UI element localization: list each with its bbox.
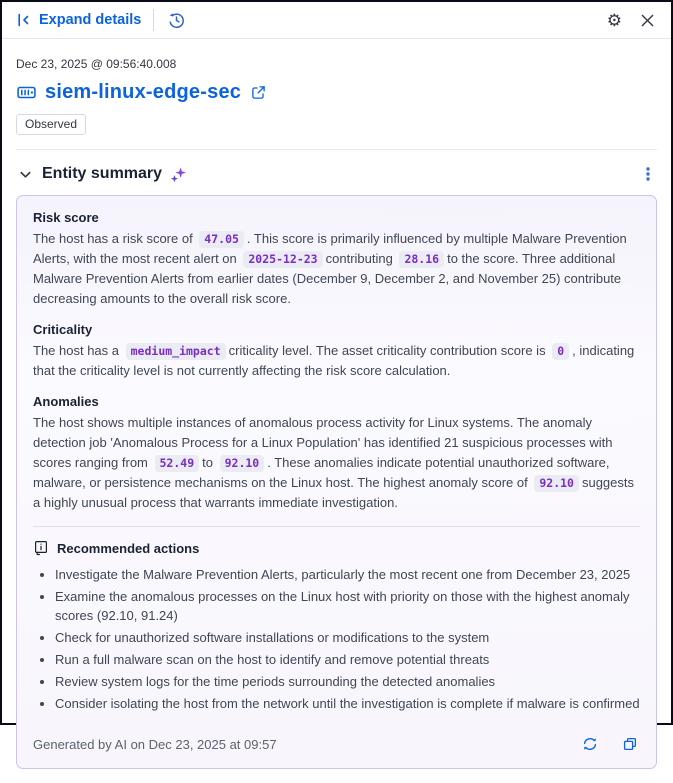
inline-code-value: 92.10	[534, 475, 579, 492]
criticality-paragraph: The host has a medium_impact criticality level. The asset criticality contribution score is 0 , indicating that the criticality level is not currently affecting the risk score calculation.	[33, 343, 635, 378]
recommended-actions-list	[37, 565, 640, 713]
copy-icon	[622, 736, 638, 752]
recommended-action-item: • Consider isolating the host from the network until the investigation is complete if malware is confirmed	[55, 694, 640, 713]
summary-menu-button[interactable]	[639, 164, 657, 184]
panel-divider	[33, 526, 640, 527]
recommended-action-item: • Examine the anomalous processes on the Linux host with priority on those with the highest anomaly scores (92.10, 91.24)	[55, 587, 640, 625]
refresh-icon	[582, 736, 598, 752]
recommended-action-item: • Check for unauthorized software installations or modifications to the system	[55, 628, 640, 647]
sparkles-icon	[169, 165, 188, 184]
ai-summary-panel	[16, 195, 657, 769]
entity-name-link[interactable]: siem-linux-edge-sec	[45, 81, 242, 103]
expand-details-button[interactable]	[16, 12, 141, 28]
history-icon	[168, 12, 185, 29]
inline-code-value: 52.49	[155, 455, 200, 472]
inline-code-value: 0	[552, 343, 569, 360]
observed-badge: Observed	[16, 114, 86, 135]
expand-details-label: Expand details	[39, 12, 142, 28]
copy-button[interactable]	[620, 734, 640, 754]
inline-code-value: 2025-12-23	[243, 251, 322, 268]
vertical-dots-icon	[641, 166, 655, 182]
recommended-action-item: • Investigate the Malware Prevention Alerts, particularly the most recent one from December 23, 2025	[55, 565, 640, 584]
popout-icon	[251, 85, 266, 100]
generated-by-text: Generated by AI on Dec 23, 2025 at 09:57	[33, 736, 277, 752]
open-entity-button[interactable]	[249, 83, 268, 102]
risk-score-paragraph: The host has a risk score of 47.05 . This score is primarily influenced by multiple Malware Prevention Alerts, with the most recent alert on 2025-12-23 contributing 28.16 to the score. Three additional Malware Prevention Alerts from earlier dates (December 9, December 2, and November 25) contribute decreasing amounts to the overall risk score.	[33, 231, 627, 306]
header-divider	[153, 9, 154, 31]
anomalies-paragraph: The host shows multiple instances of anomalous process activity for Linux systems. The anomaly detection job 'Anomalous Process for a Linux Population' has identified 21 suspicious processes with scores ranging from 52.49 to 92.10 . These anomalies indicate potential unauthorized software, malware, or persistence mechanisms on the Linux host. The highest anomaly score of 92.10 suggests a highly unusual process that warrants immediate investigation.	[33, 415, 635, 510]
panel-footer	[33, 734, 640, 754]
entity-summary-title: Entity summary	[42, 165, 163, 182]
flyout-header	[2, 2, 671, 39]
event-timestamp: Dec 23, 2025 @ 09:56:40.008	[16, 57, 177, 71]
collapse-toggle-button[interactable]	[16, 165, 35, 184]
report-icon	[33, 540, 49, 556]
settings-button[interactable]	[605, 10, 624, 31]
regenerate-button[interactable]	[580, 734, 600, 754]
close-button[interactable]	[638, 11, 657, 30]
recommended-action-item: • Review system logs for the time periods surrounding the detected anomalies	[55, 672, 640, 691]
flyout-body	[2, 39, 671, 783]
entity-summary-header	[16, 150, 657, 195]
footer-actions	[580, 734, 640, 754]
recommended-actions-heading: Recommended actions	[57, 540, 200, 556]
host-icon	[16, 82, 37, 103]
header-actions	[605, 10, 657, 31]
close-icon	[640, 13, 655, 28]
inline-code-value: medium_impact	[126, 343, 226, 360]
entity-title-row	[16, 81, 657, 104]
inline-code-value: 28.16	[399, 251, 444, 268]
inline-code-value: 47.05	[199, 231, 244, 248]
recommended-action-item: • Run a full malware scan on the host to identify and remove potential threats	[55, 650, 640, 669]
criticality-heading: Criticality	[33, 322, 93, 337]
recommended-actions-header	[33, 540, 640, 556]
gear-icon: ⚙	[606, 10, 622, 30]
history-button[interactable]	[166, 10, 187, 31]
arrow-start-icon	[16, 12, 32, 28]
inline-code-value: 92.10	[220, 455, 265, 472]
chevron-down-icon	[18, 167, 33, 182]
anomalies-heading: Anomalies	[33, 394, 99, 409]
risk-score-heading: Risk score	[33, 210, 99, 225]
